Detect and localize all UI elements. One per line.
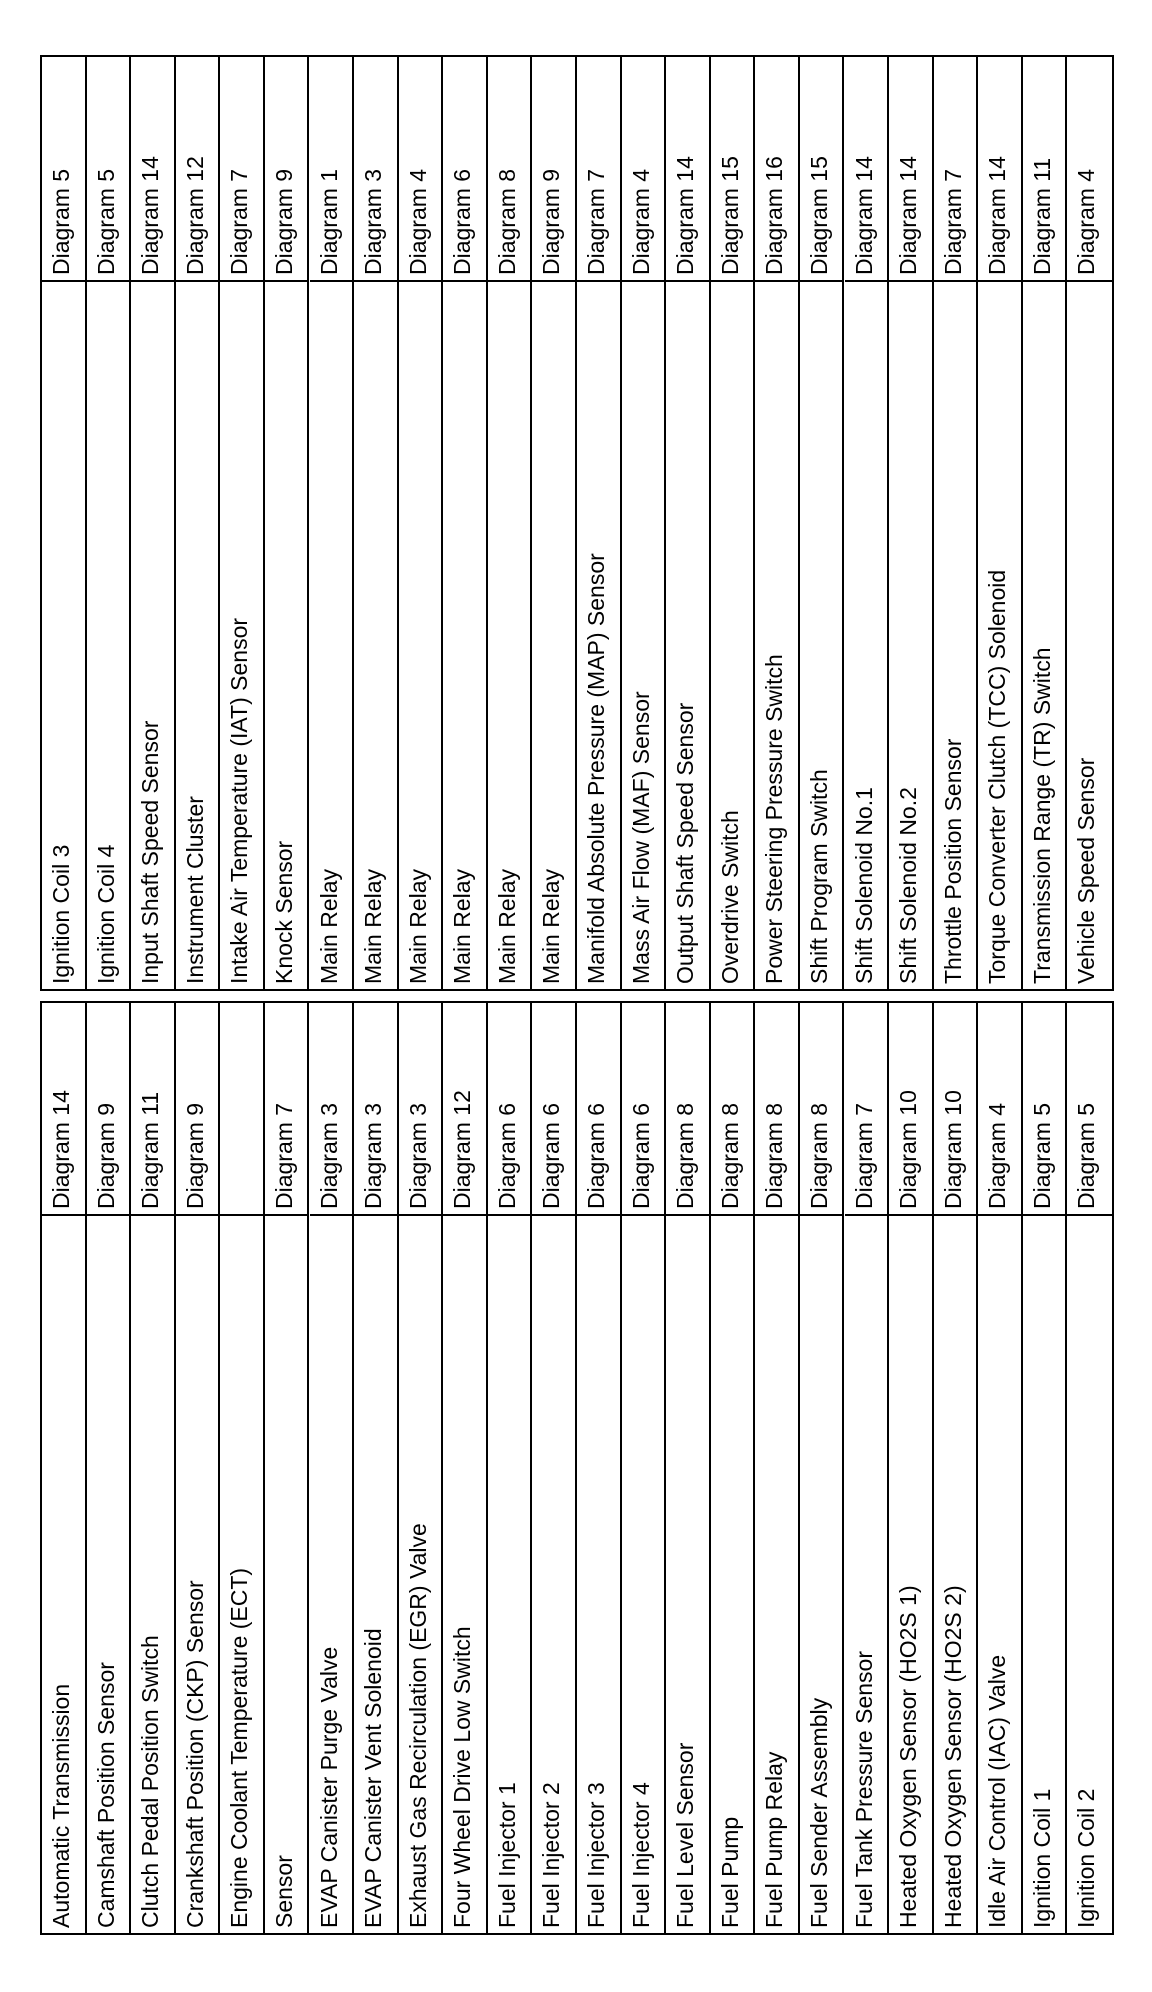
component-name-cell: Camshaft Position Sensor bbox=[92, 1662, 119, 1928]
table-row bbox=[220, 1003, 265, 1933]
component-name-cell: Fuel Injector 3 bbox=[583, 1782, 609, 1928]
diagram-reference-cell: Diagram 9 bbox=[176, 1003, 219, 1216]
diagram-reference-cell: Diagram 6 bbox=[622, 1003, 665, 1216]
table-row bbox=[978, 57, 1023, 989]
diagram-reference-cell: Diagram 8 bbox=[488, 57, 531, 282]
diagram-reference-cell: Diagram 7 bbox=[577, 57, 620, 282]
diagram-reference-cell: Diagram 9 bbox=[532, 57, 575, 282]
component-name-cell: Fuel Injector 2 bbox=[538, 1782, 565, 1928]
table-row bbox=[310, 57, 355, 989]
diagram-reference-cell: Diagram 3 bbox=[399, 1003, 442, 1216]
diagram-reference-cell: Diagram 14 bbox=[889, 57, 932, 282]
diagram-reference-cell: Diagram 4 bbox=[1067, 57, 1112, 282]
table-row bbox=[310, 1003, 355, 1933]
table-row bbox=[443, 1003, 488, 1933]
component-name-cell: Ignition Coil 4 bbox=[92, 844, 119, 984]
diagram-reference-cell: Diagram 1 bbox=[310, 57, 353, 282]
table-row bbox=[265, 1003, 310, 1933]
diagram-reference-cell: Diagram 11 bbox=[131, 1003, 174, 1216]
component-name-cell: Heated Oxygen Sensor (HO2S 2) bbox=[939, 1585, 966, 1928]
diagram-reference-cell: Diagram 7 bbox=[265, 1003, 308, 1216]
table-row bbox=[1023, 1003, 1068, 1933]
component-name-cell: Shift Solenoid No.1 bbox=[850, 787, 877, 984]
component-name-cell: Exhaust Gas Recirculation (EGR) Valve bbox=[404, 1523, 431, 1928]
table-row bbox=[934, 1003, 979, 1933]
component-name-cell: Fuel Pump bbox=[716, 1816, 743, 1928]
table-row bbox=[399, 1003, 444, 1933]
diagram-reference-cell: Diagram 12 bbox=[443, 1003, 486, 1216]
component-name-cell: Fuel Sender Assembly bbox=[805, 1697, 832, 1928]
component-name-cell: Mass Air Flow (MAF) Sensor bbox=[627, 691, 654, 984]
diagram-reference-cell: Diagram 15 bbox=[711, 57, 754, 282]
component-name-cell: Four Wheel Drive Low Switch bbox=[449, 1626, 476, 1928]
table-row bbox=[800, 1003, 845, 1933]
diagram-reference-cell: Diagram 8 bbox=[666, 1003, 709, 1216]
table-row bbox=[711, 57, 756, 989]
diagram-reference-cell: Diagram 7 bbox=[220, 57, 263, 282]
component-name-cell: Main Relay bbox=[449, 868, 476, 984]
table-row bbox=[711, 1003, 756, 1933]
diagram-reference-cell: Diagram 15 bbox=[800, 57, 843, 282]
diagram-reference-cell: Diagram 9 bbox=[265, 57, 308, 282]
diagram-reference-cell: Diagram 4 bbox=[978, 1003, 1021, 1216]
diagram-reference-cell: Diagram 7 bbox=[934, 57, 977, 282]
component-name-cell: Input Shaft Speed Sensor bbox=[137, 720, 164, 984]
table-row bbox=[532, 57, 577, 989]
table-row bbox=[265, 57, 310, 989]
diagram-reference-cell: Diagram 6 bbox=[532, 1003, 575, 1216]
component-name-cell: Engine Coolant Temperature (ECT) bbox=[226, 1567, 253, 1928]
table-row bbox=[978, 1003, 1023, 1933]
component-name-cell: Fuel Injector 1 bbox=[493, 1782, 520, 1928]
table-row bbox=[87, 1003, 132, 1933]
diagram-reference-cell: Diagram 14 bbox=[845, 57, 888, 282]
component-name-cell: Main Relay bbox=[315, 868, 342, 984]
table-row bbox=[488, 57, 533, 989]
table-row bbox=[176, 1003, 221, 1933]
component-name-cell: Shift Program Switch bbox=[805, 769, 832, 984]
table-row bbox=[622, 57, 667, 989]
component-name-cell: Vehicle Speed Sensor bbox=[1073, 757, 1100, 984]
diagram-reference-cell: Diagram 7 bbox=[845, 1003, 888, 1216]
table-row bbox=[1023, 57, 1068, 989]
diagram-reference-cell: Diagram 5 bbox=[42, 57, 85, 282]
component-name-cell: Instrument Cluster bbox=[181, 796, 208, 984]
component-name-cell: Manifold Absolute Pressure (MAP) Sensor bbox=[583, 553, 609, 984]
diagram-reference-cell: Diagram 6 bbox=[577, 1003, 620, 1216]
diagram-reference-cell: Diagram 10 bbox=[889, 1003, 932, 1216]
component-name-cell: Overdrive Switch bbox=[716, 810, 743, 984]
component-name-cell: Power Steering Pressure Switch bbox=[761, 654, 788, 984]
table-row bbox=[131, 57, 176, 989]
component-name-cell: Intake Air Temperature (IAT) Sensor bbox=[226, 617, 253, 984]
diagram-reference-cell: Diagram 14 bbox=[978, 57, 1021, 282]
table-row bbox=[488, 1003, 533, 1933]
component-name-cell: Shift Solenoid No.2 bbox=[895, 787, 922, 984]
diagram-reference-cell: Diagram 5 bbox=[1023, 1003, 1066, 1216]
table-row bbox=[577, 57, 622, 989]
component-name-cell: EVAP Canister Purge Valve bbox=[315, 1646, 342, 1928]
component-name-cell: Fuel Level Sensor bbox=[672, 1742, 699, 1928]
diagram-reference-cell: Diagram 9 bbox=[87, 1003, 130, 1216]
component-name-cell: Ignition Coil 1 bbox=[1028, 1788, 1055, 1928]
table-row bbox=[42, 1003, 87, 1933]
component-name-cell: Clutch Pedal Position Switch bbox=[137, 1635, 164, 1928]
component-name-cell: Main Relay bbox=[404, 868, 431, 984]
table-row bbox=[354, 57, 399, 989]
diagram-reference-cell bbox=[220, 1003, 263, 1216]
diagram-reference-cell: Diagram 6 bbox=[443, 57, 486, 282]
component-name-cell: Automatic Transmission bbox=[48, 1683, 74, 1928]
component-name-cell: Torque Converter Clutch (TCC) Solenoid bbox=[984, 569, 1011, 984]
component-name-cell: Main Relay bbox=[360, 868, 387, 984]
table-row bbox=[399, 57, 444, 989]
table-row bbox=[354, 1003, 399, 1933]
diagram-reference-cell: Diagram 6 bbox=[488, 1003, 531, 1216]
component-name-cell: Sensor bbox=[270, 1855, 297, 1928]
table-row bbox=[443, 57, 488, 989]
diagram-reference-cell: Diagram 3 bbox=[354, 1003, 397, 1216]
table-row bbox=[845, 1003, 890, 1933]
diagram-reference-cell: Diagram 8 bbox=[711, 1003, 754, 1216]
table-row bbox=[87, 57, 132, 989]
rotated-component-index bbox=[40, 55, 1114, 1935]
diagram-reference-cell: Diagram 4 bbox=[622, 57, 665, 282]
component-name-cell: Crankshaft Position (CKP) Sensor bbox=[181, 1580, 208, 1928]
table-row bbox=[934, 57, 979, 989]
diagram-reference-cell: Diagram 8 bbox=[800, 1003, 843, 1216]
component-name-cell: Fuel Injector 4 bbox=[627, 1782, 654, 1928]
component-name-cell: Transmission Range (TR) Switch bbox=[1028, 647, 1055, 984]
component-name-cell: Main Relay bbox=[538, 868, 565, 984]
table-row bbox=[800, 57, 845, 989]
diagram-reference-cell: Diagram 8 bbox=[755, 1003, 798, 1216]
table-row bbox=[220, 57, 265, 989]
component-name-cell: Throttle Position Sensor bbox=[939, 738, 966, 984]
component-name-cell: Fuel Pump Relay bbox=[761, 1751, 788, 1928]
table-row bbox=[1067, 57, 1112, 989]
table-row bbox=[845, 57, 890, 989]
table-row bbox=[176, 57, 221, 989]
diagram-reference-cell: Diagram 14 bbox=[131, 57, 174, 282]
diagram-reference-cell: Diagram 5 bbox=[1067, 1003, 1112, 1216]
component-name-cell: Output Shaft Speed Sensor bbox=[672, 702, 699, 984]
component-name-cell: EVAP Canister Vent Solenoid bbox=[360, 1628, 387, 1928]
table-row bbox=[1067, 1003, 1112, 1933]
diagram-reference-cell: Diagram 3 bbox=[354, 57, 397, 282]
table-row bbox=[889, 57, 934, 989]
table-row bbox=[42, 57, 87, 989]
component-name-cell: Heated Oxygen Sensor (HO2S 1) bbox=[895, 1585, 922, 1928]
table-row bbox=[666, 57, 711, 989]
table-row bbox=[532, 1003, 577, 1933]
table-row bbox=[666, 1003, 711, 1933]
table-row bbox=[755, 57, 800, 989]
diagram-reference-cell: Diagram 5 bbox=[87, 57, 130, 282]
component-name-cell: Idle Air Control (IAC) Valve bbox=[984, 1654, 1011, 1928]
table-row bbox=[577, 1003, 622, 1933]
diagram-reference-cell: Diagram 11 bbox=[1023, 57, 1066, 282]
component-table-left bbox=[40, 1001, 1114, 1935]
component-name-cell: Knock Sensor bbox=[270, 840, 297, 984]
diagram-reference-cell: Diagram 10 bbox=[934, 1003, 977, 1216]
component-name-cell: Fuel Tank Pressure Sensor bbox=[850, 1651, 877, 1928]
component-name-cell: Ignition Coil 3 bbox=[48, 844, 74, 984]
diagram-reference-cell: Diagram 14 bbox=[666, 57, 709, 282]
table-row bbox=[131, 1003, 176, 1933]
diagram-reference-cell: Diagram 3 bbox=[310, 1003, 353, 1216]
diagram-reference-cell: Diagram 4 bbox=[399, 57, 442, 282]
diagram-reference-cell: Diagram 12 bbox=[176, 57, 219, 282]
table-row bbox=[622, 1003, 667, 1933]
diagram-reference-cell: Diagram 16 bbox=[755, 57, 798, 282]
component-table-right bbox=[40, 55, 1114, 991]
component-name-cell: Main Relay bbox=[493, 868, 520, 984]
diagram-reference-cell: Diagram 14 bbox=[42, 1003, 85, 1216]
table-row bbox=[755, 1003, 800, 1933]
table-row bbox=[889, 1003, 934, 1933]
component-name-cell: Ignition Coil 2 bbox=[1073, 1788, 1100, 1928]
